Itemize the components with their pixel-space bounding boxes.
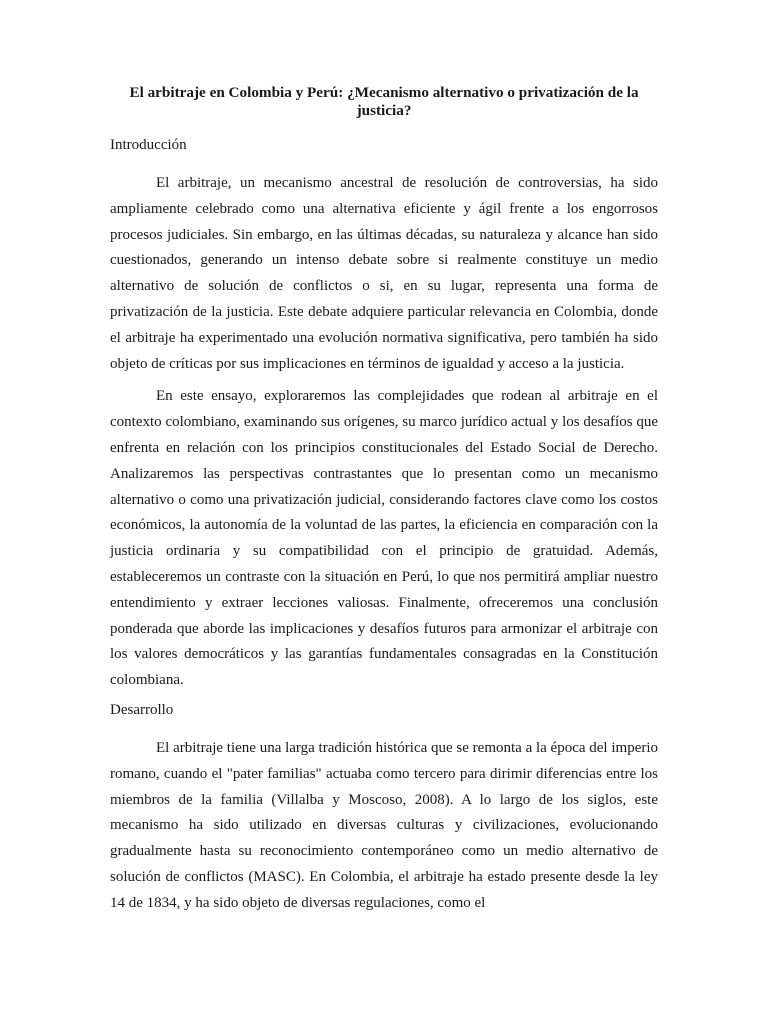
paragraph-desarrollo-1: El arbitraje tiene una larga tradición histórica que se remonta a la época del imperio romano, cuando el "pater familias" actuaba como tercero para dirimir diferencias entre los miembros de la familia (Villalba y Moscoso, 2008). A lo largo de los siglos, este mecanismo ha sido utilizado en diversas culturas y civilizaciones, evolucionando gradualmente hasta su reconocimiento contemporáneo como un medio alternativo de solución de conflictos (MASC). En Colombia, el arbitraje ha estado presente desde la ley 14 de 1834, y ha sido objeto de diversas regulaciones, como el	[110, 739, 659, 911]
document-title: El arbitraje en Colombia y Perú: ¿Mecanismo alternativo o privatización de la justicia?	[129, 84, 639, 119]
paragraph-intro-2: En este ensayo, exploraremos las complejidades que rodean al arbitraje en el contexto colombiano, examinando sus orígenes, su marco jurídico actual y los desafíos que enfrenta en relación con los principios constitucionales del Estado Social de Derecho. Analizaremos las perspectivas contrastantes que lo presentan como un mecanismo alternativo o como una privatización judicial, considerando factores clave como los costos económicos, la autonomía de la voluntad de las partes, la eficiencia en comparación con la justicia ordinaria y su compatibilidad con el principio de gratuidad. Además, estableceremos un contraste con la situación en Perú, lo que nos permitirá ampliar nuestro entendimiento y extraer lecciones valiosas. Finalmente, ofreceremos una conclusión ponderada que aborde las implicaciones y desafíos futuros para armonizar el arbitraje con los valores democráticos y las garantías fundamentales consagradas en la Constitución colombiana.	[110, 388, 658, 689]
section-heading-introduccion: Introducción	[110, 137, 187, 153]
paragraph-intro-1: El arbitraje, un mecanismo ancestral de resolución de controversias, ha sido ampliamente celebrado como una alternativa eficiente y ágil frente a los engorrosos procesos judiciales. Sin embargo, en las últimas décadas, su naturaleza y alcance han sido cuestionados, generando un intenso debate sobre si realmente constituye un medio alternativo de solución de conflictos o si, en su lugar, representa una forma de privatización de la justicia. Este debate adquiere particular relevancia en Colombia, donde el arbitraje ha experimentado una evolución normativa significativa, pero también ha sido objeto de críticas por sus implicaciones en términos de igualdad y acceso a la justicia.	[110, 175, 658, 372]
document-body	[110, 84, 658, 924]
section-heading-desarrollo: Desarrollo	[110, 701, 174, 718]
